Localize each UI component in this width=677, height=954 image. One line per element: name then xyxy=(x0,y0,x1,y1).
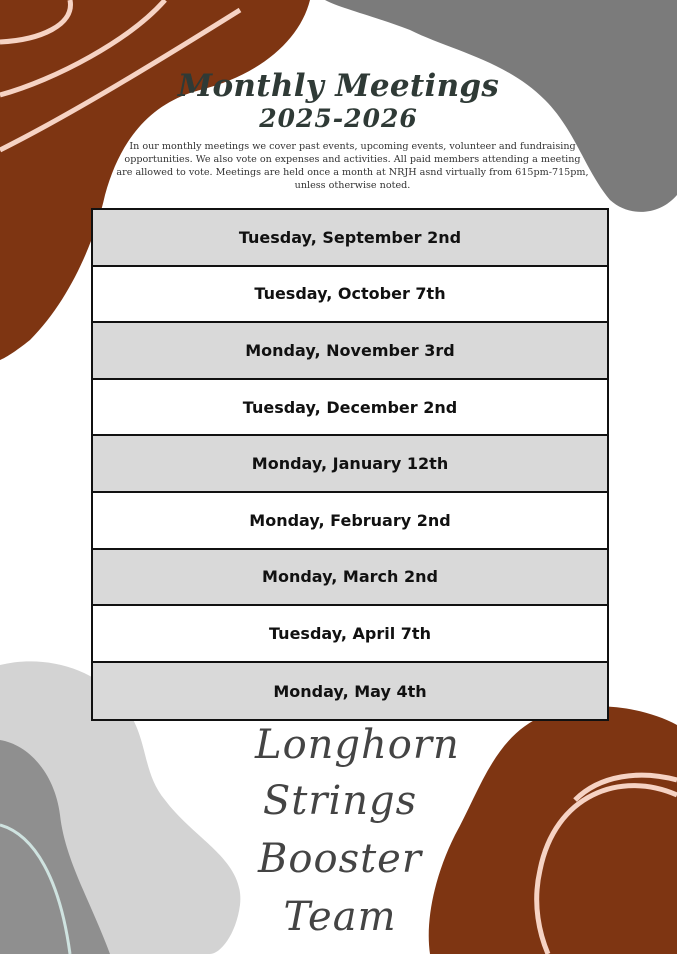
meeting-row: Tuesday, April 7th xyxy=(93,606,607,663)
intro-paragraph: In our monthly meetings we cover past events, upcoming events, volunteer and fundraising opportunities. We also vote on expenses and activities. All paid members attending a meeting are allowed to vote. Meetings are held once a month at NRJH asnd virtually from 615pm-715pm, unless otherwise noted. xyxy=(116,141,589,191)
meeting-row: Monday, February 2nd xyxy=(93,493,607,550)
school-year: 2025-2026 xyxy=(259,104,418,133)
meeting-row: Tuesday, December 2nd xyxy=(93,380,607,437)
signature-line: Booster xyxy=(258,836,422,882)
meeting-row: Monday, May 4th xyxy=(93,663,607,720)
signature-line: Team xyxy=(283,894,397,940)
page-title: Monthly Meetings xyxy=(177,68,500,104)
signature-line: Longhorn xyxy=(255,722,460,768)
meeting-row: Monday, March 2nd xyxy=(93,550,607,607)
meeting-row: Monday, November 3rd xyxy=(93,323,607,380)
meeting-row: Monday, January 12th xyxy=(93,436,607,493)
meeting-row: Tuesday, October 7th xyxy=(93,267,607,324)
booster-team-signature xyxy=(255,722,460,950)
signature-line: Strings xyxy=(262,778,418,824)
meetings-table xyxy=(91,208,609,721)
meeting-row: Tuesday, September 2nd xyxy=(93,210,607,267)
